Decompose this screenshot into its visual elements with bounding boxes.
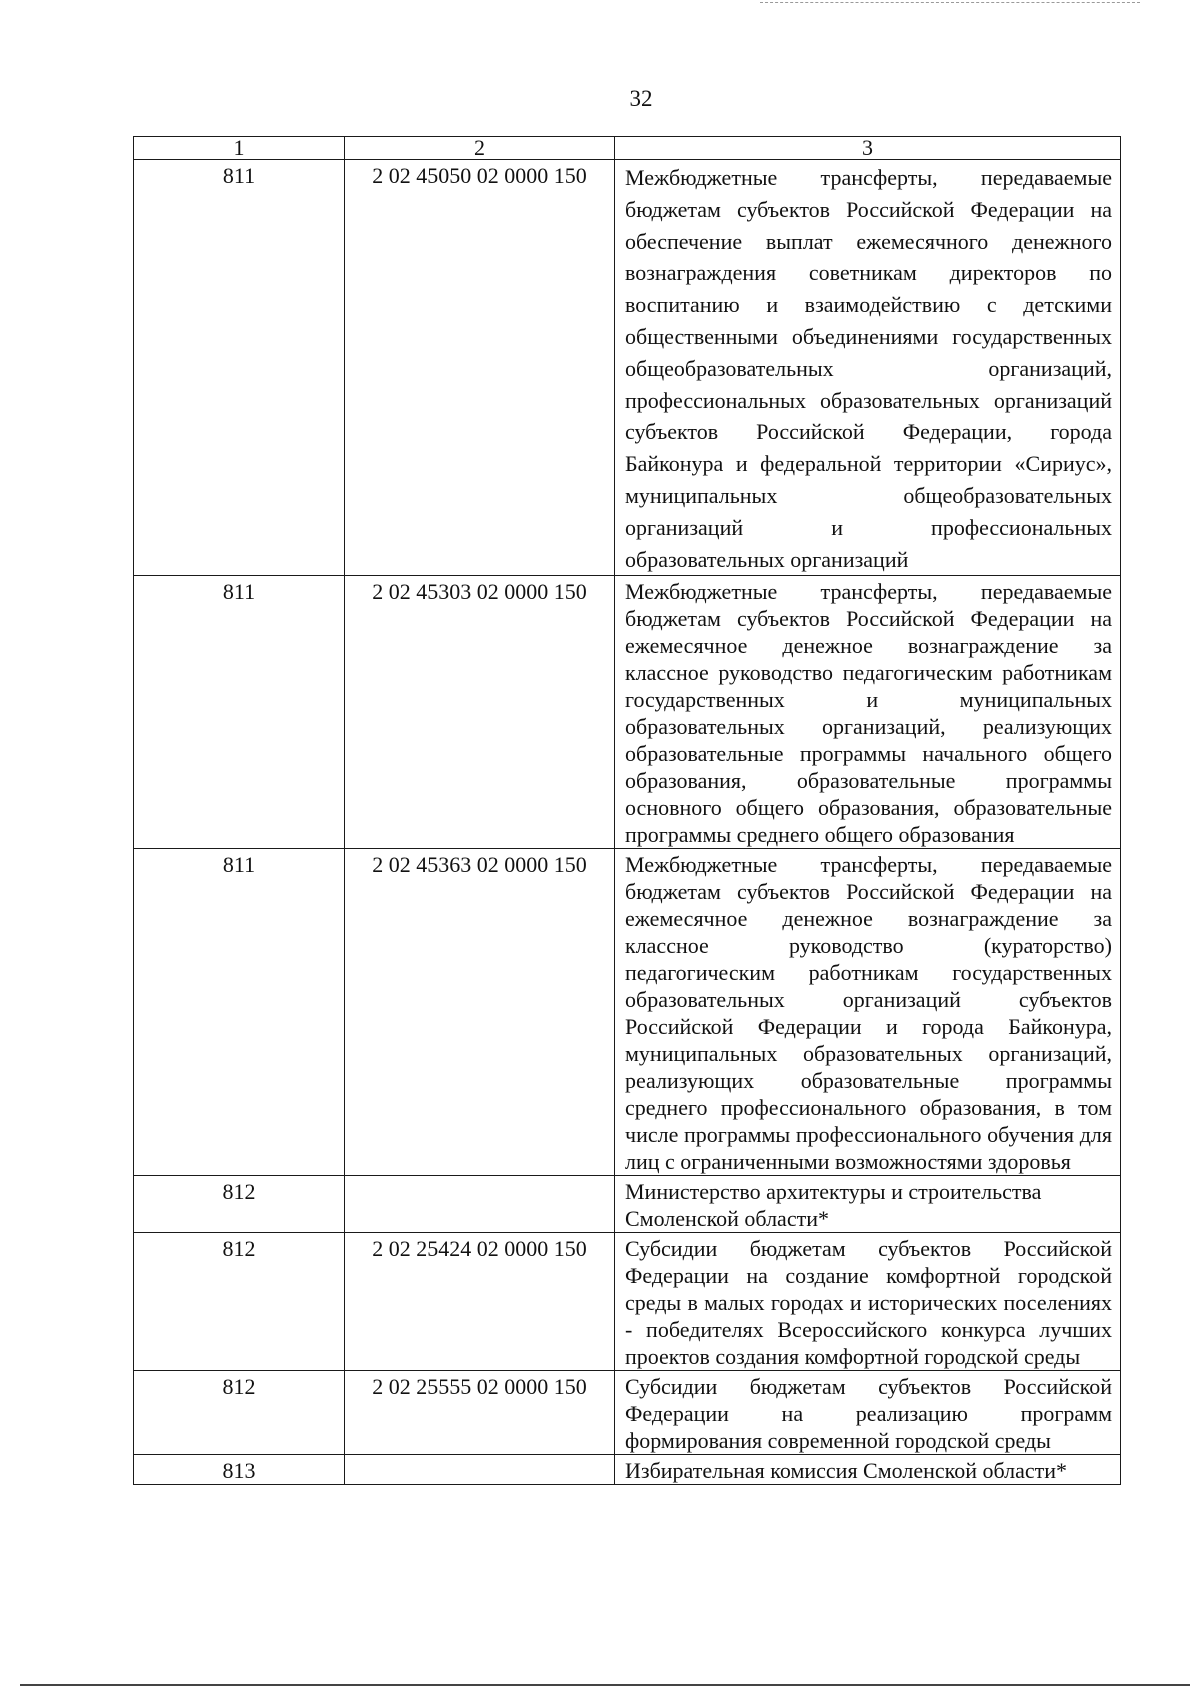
table-row bbox=[134, 576, 1121, 849]
admin-code-cell: 811 bbox=[134, 576, 345, 849]
revenue-code-cell bbox=[345, 1455, 615, 1485]
table-row bbox=[134, 1455, 1121, 1485]
admin-code-cell: 812 bbox=[134, 1176, 345, 1233]
table-row bbox=[134, 1233, 1121, 1371]
admin-code-cell: 812 bbox=[134, 1371, 345, 1455]
table-row bbox=[134, 160, 1121, 576]
scan-edge-line bbox=[20, 1684, 1190, 1686]
revenue-code-cell bbox=[345, 1176, 615, 1233]
admin-code-cell: 813 bbox=[134, 1455, 345, 1485]
description-cell: Субсидии бюджетам субъектов Российской Федерации на создание комфортной городской среды в малых городах и исторических поселениях - победителях Всероссийского конкурса лучших проектов создания комфортной городской среды bbox=[615, 1233, 1121, 1371]
column-header-2: 2 bbox=[345, 137, 615, 160]
scan-artifact-top bbox=[760, 2, 1140, 3]
description-cell: Министерство архитектуры и строительства Смоленской области* bbox=[615, 1176, 1121, 1233]
description-cell: Межбюджетные трансферты, передаваемые бюджетам субъектов Российской Федерации на ежемесячное денежное вознаграждение за классное руководство педагогическим работникам государственных и муниципальных образовательных организаций, реализующих образовательные программы начального общего образования, образовательные программы основного общего образования, образовательные программы среднего общего образования bbox=[615, 576, 1121, 849]
table-row bbox=[134, 1176, 1121, 1233]
revenue-code-cell: 2 02 25555 02 0000 150 bbox=[345, 1371, 615, 1455]
revenue-code-cell: 2 02 45303 02 0000 150 bbox=[345, 576, 615, 849]
page-number: 32 bbox=[629, 86, 653, 111]
revenue-code-cell: 2 02 45050 02 0000 150 bbox=[345, 160, 615, 576]
admin-code-cell: 811 bbox=[134, 160, 345, 576]
column-header-3: 3 bbox=[615, 137, 1121, 160]
table-row bbox=[134, 849, 1121, 1176]
column-header-1: 1 bbox=[134, 137, 345, 160]
description-cell: Межбюджетные трансферты, передаваемые бюджетам субъектов Российской Федерации на обеспечение выплат ежемесячного денежного вознаграждения советникам директоров по воспитанию и взаимодействию с детскими общественными объединениями государственных общеобразовательных организаций, профессиональных образовательных организаций субъектов Российской Федерации, города Байконура и федеральной территории «Сириус», муниципальных общеобразовательных организаций и профессиональных образовательных организаций bbox=[615, 160, 1121, 576]
admin-code-cell: 812 bbox=[134, 1233, 345, 1371]
admin-code-cell: 811 bbox=[134, 849, 345, 1176]
table-header-row bbox=[134, 137, 1121, 160]
table-row bbox=[134, 1371, 1121, 1455]
description-cell: Избирательная комиссия Смоленской области* bbox=[615, 1455, 1121, 1485]
revenue-code-cell: 2 02 45363 02 0000 150 bbox=[345, 849, 615, 1176]
budget-revenue-table bbox=[133, 136, 1121, 1485]
description-cell: Субсидии бюджетам субъектов Российской Федерации на реализацию программ формирования современной городской среды bbox=[615, 1371, 1121, 1455]
description-cell: Межбюджетные трансферты, передаваемые бюджетам субъектов Российской Федерации на ежемесячное денежное вознаграждение за классное руководство (кураторство) педагогическим работникам государственных образовательных организаций субъектов Российской Федерации и города Байконура, муниципальных образовательных организаций, реализующих образовательные программы среднего профессионального образования, в том числе программы профессионального обучения для лиц с ограниченными возможностями здоровья bbox=[615, 849, 1121, 1176]
revenue-code-cell: 2 02 25424 02 0000 150 bbox=[345, 1233, 615, 1371]
